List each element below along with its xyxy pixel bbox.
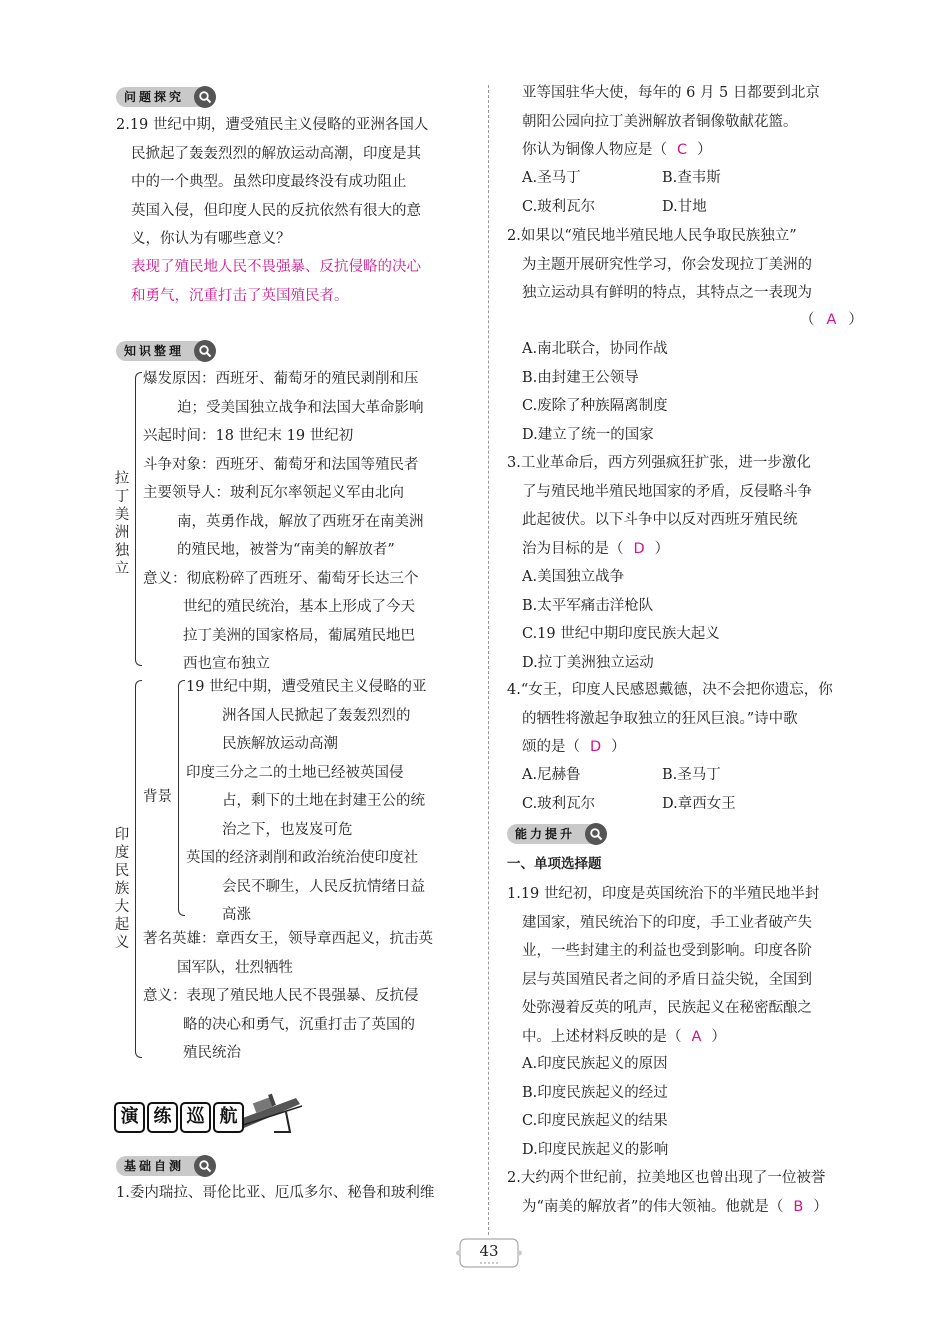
magnifier-icon — [194, 1155, 216, 1177]
column-divider — [488, 85, 489, 1235]
section-title: 问题探究 — [116, 87, 214, 107]
section-badge-nengli — [507, 823, 605, 845]
section-title: 能力提升 — [507, 824, 605, 844]
banner-char-3: 航 — [213, 1102, 244, 1133]
basic-question-2-answer-box: （ A ） — [800, 312, 863, 328]
india-notes: 著名英雄：章西女王，领导章西起义，抗击英 国军队，壮烈牺牲 意义：表现了殖民地人民不畏强暴、反抗侵 略的决心和勇气，沉重打击了英国的 殖民统治 — [143, 931, 433, 1061]
brace-india — [135, 680, 142, 1058]
basic-question-3: 3.工业革命后，西方列强疯狂扩张，进一步激化 了与殖民地半殖民地国家的矛盾，反侵略斗争 此起彼伏。以下斗争中以反对西班牙殖民统 治为目标的是（ D ） — [507, 455, 812, 557]
magnifier-icon — [194, 340, 216, 362]
single-choice-heading: 一、单项选择题 — [507, 856, 602, 872]
basic-question-2: 2.如果以“殖民地半殖民地人民争取民族独立” 为主题开展研究性学习，你会发现拉丁美洲的 独立运动具有鲜明的特点，其特点之一表现为 — [507, 228, 812, 301]
basic-question-4-options: A.尼赫鲁 B.圣马丁 C.玻利瓦尔 D.章西女王 — [522, 767, 736, 812]
banner-char-1: 练 — [147, 1102, 178, 1133]
basic-question-3-options: A.美国独立战争 B.太平军痛击洋枪队 C.19 世纪中期印度民族大起义 D.拉丁美洲独立运动 — [522, 569, 720, 671]
section-badge-jichu — [116, 1155, 214, 1177]
banner-char-2: 巡 — [180, 1102, 211, 1133]
banner-char-0: 演 — [114, 1102, 145, 1133]
section-badge-wenti — [116, 86, 214, 108]
question-2-answer: 表现了殖民地人民不畏强暴、反抗侵略的决心 和勇气，沉重打击了英国殖民者。 — [131, 259, 421, 304]
page-number: 43 — [456, 1236, 522, 1270]
basic-question-1-cont: 亚等国驻华大使，每年的 6 月 5 日都要到北京 朝阳公园向拉丁美洲解放者铜像敬献花篮。 你认为铜像人物应是（ C ） — [522, 85, 820, 158]
answer-letter: D — [633, 540, 645, 557]
ability-question-2: 2.大约两个世纪前，拉美地区也曾出现了一位被誉 为“南美的解放者”的伟大领袖。他就是（ B ） — [507, 1170, 828, 1215]
brace-background — [178, 680, 185, 916]
basic-question-4: 4.“女王，印度人民感恩戴德，决不会把你遗忘，你 的牺牲将激起争取独立的狂风巨浪。”诗中歌 颂的是（ D ） — [507, 682, 833, 755]
background-label: 背景 — [143, 789, 172, 805]
ability-question-1: 1.19 世纪初，印度是英国统治下的半殖民地半封 建国家，殖民统治下的印度，手工业者破产失 业，一些封建主的利益也受到影响。印度各阶 层与英国殖民者之间的矛盾日益尖锐，全国到 处弥漫着反英的吼声，民族起义在秘密酝酿之 中。上述材料反映的是（ A ） — [507, 886, 820, 1045]
banner-title — [114, 1102, 246, 1133]
magnifier-icon — [194, 86, 216, 108]
basic-question-1-start: 1.委内瑞拉、哥伦比亚、厄瓜多尔、秘鲁和玻利维 — [116, 1185, 435, 1201]
section-title: 基础自测 — [116, 1156, 214, 1176]
practice-banner — [114, 1092, 304, 1138]
section-badge-zhishi — [116, 340, 214, 362]
latin-america-title: 拉丁美洲独立 — [114, 471, 130, 577]
basic-question-1-options: A.圣马丁 B.查韦斯 C.玻利瓦尔 D.甘地 — [522, 170, 721, 215]
answer-letter: B — [793, 1198, 804, 1215]
magnifier-icon — [585, 823, 607, 845]
latin-america-notes: 爆发原因：西班牙、葡萄牙的殖民剥削和压 迫；受美国独立战争和法国大革命影响 兴起时间：18 世纪末 19 世纪初 斗争对象：西班牙、葡萄牙和法国等殖民者 主要领导人：玻利瓦尔率领起义军由北向 南，英勇作战，解放了西班牙在南美洲 的殖民地，被誉为“南美的解放者” 意义：彻底粉碎了西班牙、葡萄牙长达三个 世纪的殖民统治，基本上形成了今天 拉丁美洲的国家格局，葡属殖民地巴 西也宣布独立 — [143, 371, 424, 672]
answer-letter: C — [677, 142, 688, 158]
ability-question-1-options: A.印度民族起义的原因 B.印度民族起义的经过 C.印度民族起义的结果 D.印度民族起义的影响 — [522, 1056, 669, 1158]
answer-letter: A — [691, 1028, 702, 1045]
answer-letter: D — [590, 739, 602, 755]
answer-letter: A — [826, 312, 837, 328]
background-notes: 19 世纪中期，遭受殖民主义侵略的亚 洲各国人民掀起了轰轰烈烈的 民族解放运动高潮 印度三分之二的土地已经被英国侵 占，剩下的土地在封建王公的统 治之下，也岌岌可危 英国的经济剥削和政治统治使印度社 会民不聊生，人民反抗情绪日益 高涨 — [186, 679, 427, 923]
section-title: 知识整理 — [116, 341, 214, 361]
brace-latin — [135, 372, 142, 666]
basic-question-2-options: A.南北联合，协同作战 B.由封建王公领导 C.废除了种族隔离制度 D.建立了统一的国家 — [522, 341, 668, 443]
india-uprising-title: 印度民族大起义 — [114, 827, 130, 951]
question-2-text: 2.19 世纪中期，遭受殖民主义侵略的亚洲各国人 民掀起了轰轰烈烈的解放运动高潮，印度是其 中的一个典型。虽然印度最终没有成功阻止 英国入侵，但印度人民的反抗依然有很大的意 义，你认为有哪些意义？ — [116, 117, 429, 247]
